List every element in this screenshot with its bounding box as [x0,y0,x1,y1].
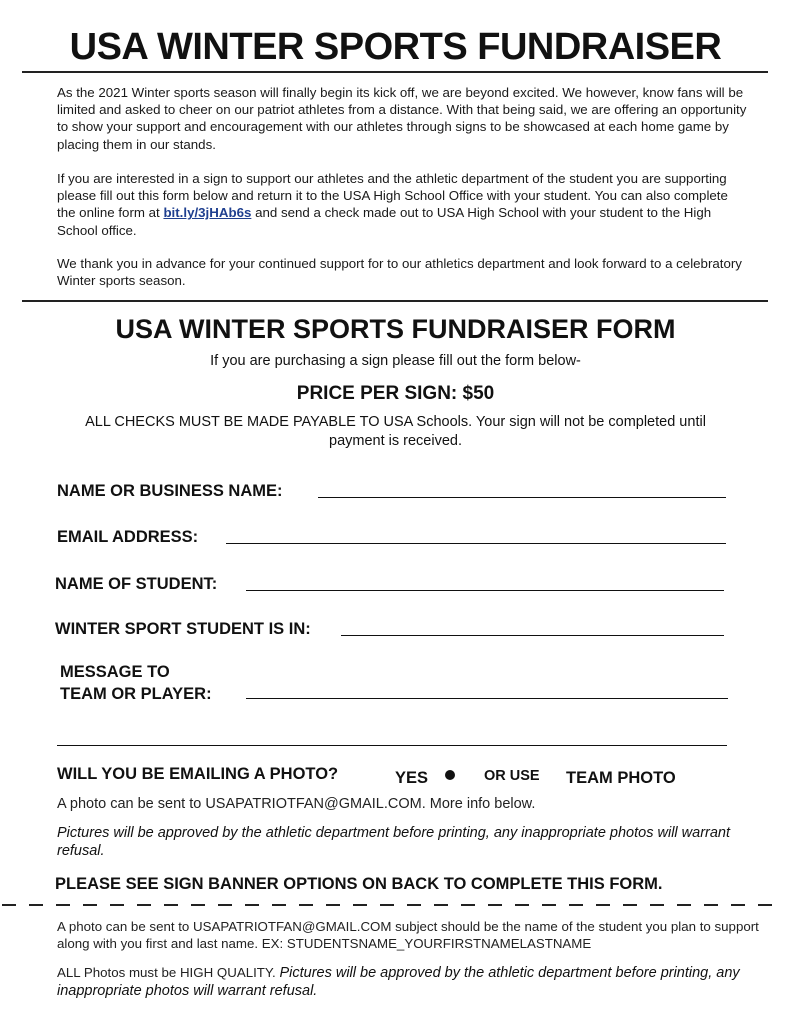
cut-line-dash [299,904,313,906]
cut-line-dash [731,904,745,906]
cut-line-dash [110,904,124,906]
form-subtitle: If you are purchasing a sign please fill out the form below- [210,353,581,369]
cut-line-dash [326,904,340,906]
cut-line-dash [623,904,637,906]
photo-or-use: OR USE [484,768,540,784]
message-field-label-line1: MESSAGE TO [60,663,170,681]
email-field-label: EMAIL ADDRESS: [57,528,199,546]
cut-line-dash [407,904,421,906]
intro-paragraph-1: As the 2021 Winter sports season will finally begin its kick off, we are beyond excited. We however, know fans will be limited and asked to cheer on our patriot athletes from a distance. With that being said, we are offering an opportunity to show your support and encouragement with our athletes through signs to be showcased at each home game by placing them in our stands. [57,85,747,152]
message-field-line-1[interactable] [246,698,728,699]
online-form-link[interactable]: bit.ly/3jHAb6s [163,205,252,221]
cut-line-dash [488,904,502,906]
section-divider [22,300,768,302]
cut-line-dash [245,904,259,906]
cut-line-dash [2,904,16,906]
bullet-icon [445,770,455,780]
intro-paragraph-2 [57,170,747,239]
cut-line-dash [758,904,772,906]
cut-line-dash [29,904,43,906]
page-title: USA WINTER SPORTS FUNDRAISER [69,26,722,68]
name-field-label: NAME OR BUSINESS NAME: [57,482,283,500]
checks-note: ALL CHECKS MUST BE MADE PAYABLE TO USA Schools. Your sign will not be completed until payment is received. [85,414,706,449]
footer-approval-text: Pictures will be approved by the athletic department before printing, any inappropriate photos will warrant refusal. [57,965,740,999]
cut-line [0,904,791,906]
cut-line-dash [596,904,610,906]
email-field-line[interactable] [226,543,726,544]
cut-line-dash [191,904,205,906]
cut-line-dash [272,904,286,906]
approval-note: Pictures will be approved by the athletic department before printing, any inappropriate photos will warrant refusal. [57,825,731,859]
cut-line-dash [704,904,718,906]
cut-line-dash [461,904,475,906]
cut-line-dash [515,904,529,906]
title-divider [22,71,768,73]
intro-paragraph-2-text-a: If you are interested in a sign to support our athletes and the athletic department of the student you are supporting please fill out this form below and return it to the USA High School Office with your student. You can also complete the online form at [57,171,728,221]
sport-field-line[interactable] [341,635,724,636]
cut-line-dash [218,904,232,906]
intro-paragraph-3: We thank you in advance for your continued support for to our athletics department and look forward to a celebratory Winter sports season. [57,256,742,289]
footer-quality-note [57,964,767,1000]
sport-field-label: WINTER SPORT STUDENT IS IN: [55,620,311,638]
message-field-label-line2: TEAM OR PLAYER: [60,685,212,703]
cut-line-dash [137,904,151,906]
cut-line-dash [677,904,691,906]
cut-line-dash [83,904,97,906]
cut-line-dash [434,904,448,906]
cut-line-dash [353,904,367,906]
photo-question: WILL YOU BE EMAILING A PHOTO? [57,765,339,783]
photo-email-note: A photo can be sent to USAPATRIOTFAN@GMAIL.COM. More info below. [57,796,536,812]
photo-yes-option[interactable]: YES [395,769,429,787]
footer-photo-instructions: A photo can be sent to USAPATRIOTFAN@GMAIL.COM subject should be the name of the student you plan to support along with you first and last name. EX: STUDENTSNAME_YOURFIRSTNAMELASTNAME [57,919,759,951]
photo-team-option[interactable]: TEAM PHOTO [566,769,676,787]
banner-options-note: PLEASE SEE SIGN BANNER OPTIONS ON BACK TO COMPLETE THIS FORM. [55,875,663,893]
cut-line-dash [542,904,556,906]
cut-line-dash [569,904,583,906]
student-field-label: NAME OF STUDENT: [55,575,218,593]
footer-quality-text: ALL Photos must be HIGH QUALITY. [57,965,280,980]
price-per-sign: PRICE PER SIGN: $50 [296,383,495,404]
cut-line-dash [650,904,664,906]
student-field-line[interactable] [246,590,724,591]
message-field-line-2[interactable] [57,745,727,746]
cut-line-dash [164,904,178,906]
form-title: USA WINTER SPORTS FUNDRAISER FORM [115,314,676,344]
intro-paragraph-2-text-b: and send a check made out to USA High School with your student to the High School office. [57,205,712,238]
cut-line-dash [56,904,70,906]
name-field-line[interactable] [318,497,726,498]
cut-line-dash [380,904,394,906]
